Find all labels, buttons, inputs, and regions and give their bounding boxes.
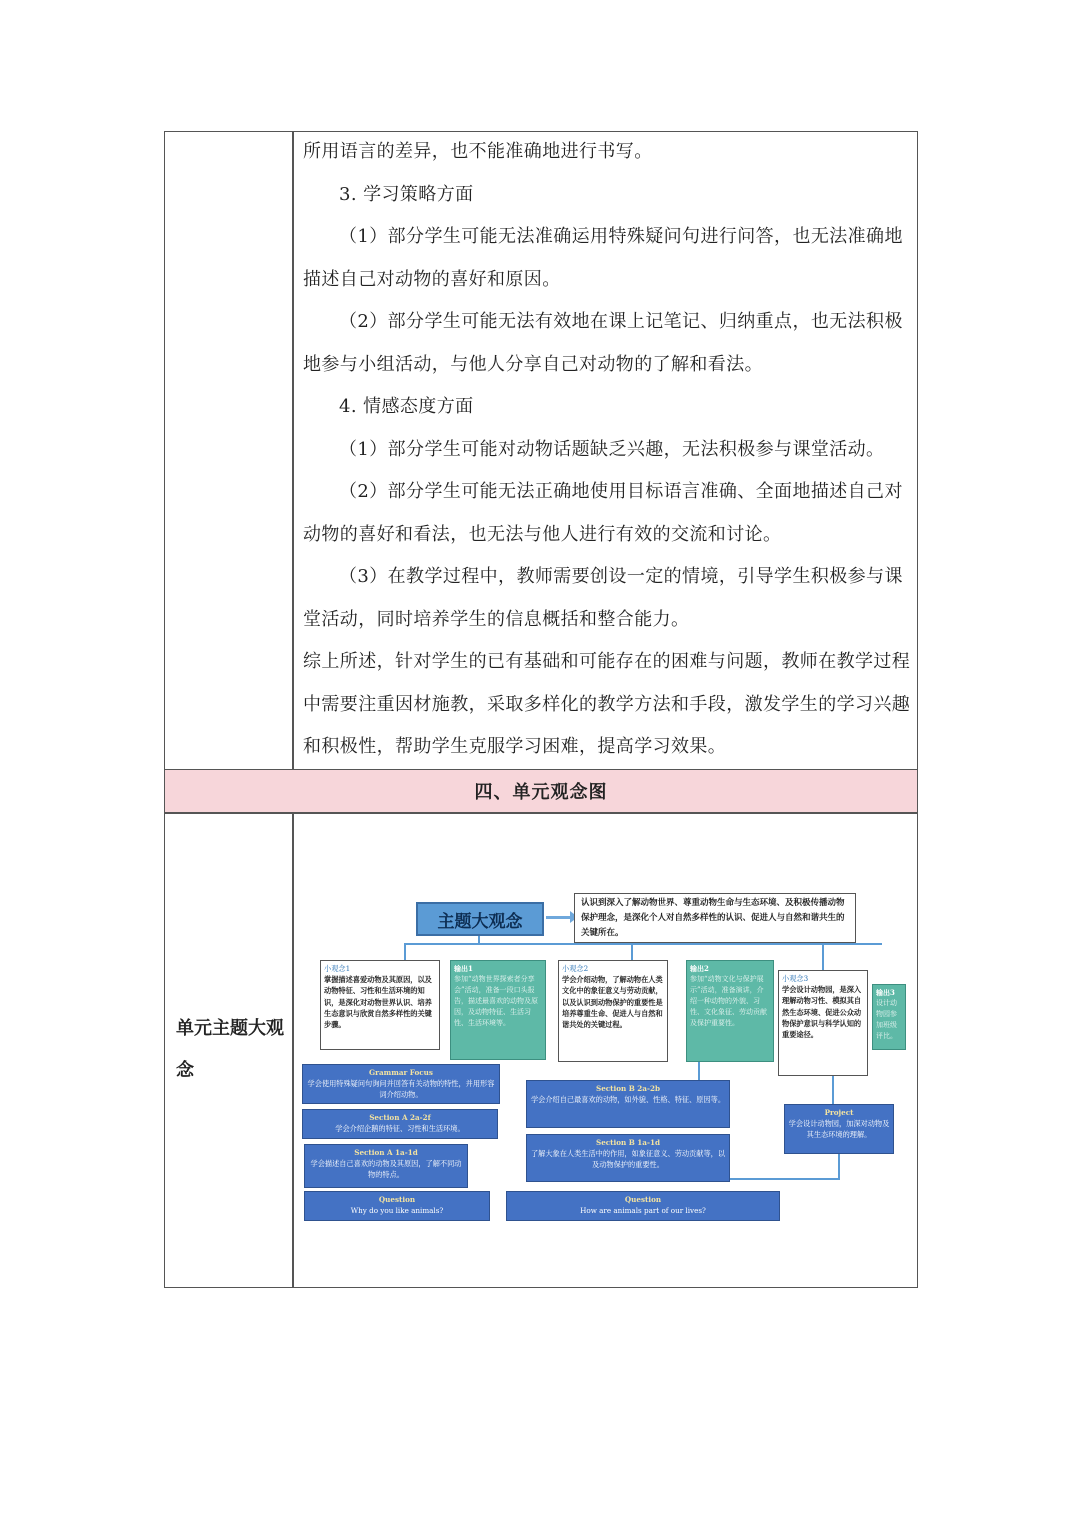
output-text: 设计动物园参加班级评比。 — [876, 999, 897, 1040]
section-a-1a1d-box — [304, 1144, 468, 1188]
concept-map — [300, 888, 900, 1228]
output-card-3 — [872, 984, 906, 1050]
question-box-2 — [506, 1191, 780, 1221]
paragraph: （2）部分学生可能无法正确地使用目标语言准确、全面地描述自己对动物的喜好和看法，也无法与他人进行有效的交流和讨论。 — [303, 481, 903, 545]
connector — [832, 1076, 834, 1104]
output-card-2 — [686, 960, 774, 1062]
arrow-icon — [546, 916, 572, 919]
column-divider — [292, 131, 294, 770]
section-a-2a2f-box — [302, 1109, 498, 1139]
box-title: Section B 1a-1d — [596, 1138, 660, 1147]
box-text: Why do you like animals? — [350, 1206, 444, 1215]
row-divider-bottom — [164, 812, 918, 814]
grammar-focus-box — [302, 1064, 500, 1104]
output-card-1 — [450, 960, 546, 1060]
unit-theme-label: 单元主题大观念 — [176, 1018, 284, 1081]
box-title: Section A 2a-2f — [369, 1113, 431, 1122]
concept-title: 小观念2 — [562, 964, 589, 973]
concept-text: 掌握描述喜爱动物及其原因，以及动物特征、习性和生活环境的知识，是深化对动物世界认识、培养生态意识与欣赏自然多样性的关键步骤。 — [324, 975, 432, 1030]
section-header — [165, 770, 917, 812]
connector — [404, 943, 882, 945]
analysis-text-cell — [303, 131, 911, 769]
section-header-text: 四、单元观念图 — [474, 782, 608, 803]
main-concept-title: 主题大观念 — [416, 902, 544, 936]
box-title: Question — [378, 1195, 416, 1204]
paragraph: 所用语言的差异，也不能准确地进行书写。 — [303, 141, 653, 162]
paragraph: （1）部分学生可能对动物话题缺乏兴趣，无法积极参与课堂活动。 — [339, 438, 885, 460]
box-text: 学会设计动物园，加深对动物及其生态环境的理解。 — [788, 1119, 890, 1139]
box-title: Question — [624, 1195, 662, 1204]
output-title: 输出1 — [454, 964, 473, 973]
box-text: 学会使用特殊疑问句询问并回答有关动物的特性，并用形容词介绍动物。 — [307, 1079, 495, 1099]
box-text: How are animals part of our lives? — [580, 1206, 706, 1215]
concept-card-3 — [778, 970, 868, 1076]
output-title: 输出3 — [876, 988, 895, 997]
main-concept-description: 认识到深入了解动物世界、尊重动物生命与生态环境、及积极传播动物保护理念，是深化个人对自然多样性的认识、促进人与自然和谐共生的关键所在。 — [574, 893, 856, 943]
box-text: 学会介绍自己最喜欢的动物，如外貌、性格、特征、原因等。 — [530, 1095, 726, 1104]
paragraph: （3）在教学过程中，教师需要创设一定的情境，引导学生积极参与课堂活动，同时培养学生的信息概括和整合能力。 — [303, 566, 903, 630]
column-divider-lower — [292, 812, 294, 1288]
concept-text: 学会介绍动物，了解动物在人类文化中的象征意义与劳动贡献，以及认识到动物保护的重要性是培养尊重生命、促进人与自然和谐共处的关键过程。 — [562, 975, 663, 1030]
output-text: 参加“动物文化与保护展示”活动，准备演讲，介绍一种动物的外貌、习性、文化象征、劳动贡献及保护重要性。 — [690, 975, 767, 1027]
box-title: Section B 2a-2b — [596, 1084, 660, 1093]
paragraph: （2）部分学生可能无法有效地在课上记笔记、归纳重点，也无法积极地参与小组活动，与他人分享自己对动物的了解和看法。 — [303, 311, 903, 375]
concept-text: 学会设计动物园，是深入理解动物习性、模拟其自然生态环境、促进公众动物保护意识与科学认知的重要途径。 — [782, 985, 862, 1040]
section-b-2a2b-box — [526, 1080, 730, 1128]
concept-title: 小观念1 — [324, 964, 351, 973]
concept-card-1 — [320, 960, 440, 1050]
concept-title: 小观念3 — [782, 974, 809, 983]
output-text: 参加“动物世界探索者分享会”活动，准备一段口头报告，描述最喜欢的动物及原因，及动物特征、生活习性、生活环境等。 — [454, 975, 538, 1027]
box-text: 了解大象在人类生活中的作用，如象征意义、劳动贡献等，以及动物保护的重要性。 — [530, 1149, 726, 1169]
connector — [404, 943, 406, 961]
paragraph: （1）部分学生可能无法准确运用特殊疑问句进行问答，也无法准确地描述自己对动物的喜好和原因。 — [303, 226, 903, 290]
concept-card-2 — [558, 960, 668, 1062]
question-box-1 — [304, 1191, 490, 1221]
output-title: 输出2 — [690, 964, 709, 973]
box-text: 学会介绍企鹅的特征、习性和生活环境。 — [335, 1124, 465, 1133]
box-title: Project — [824, 1108, 854, 1117]
box-title: Section A 1a-1d — [354, 1148, 418, 1157]
heading-learning-strategy: 3. 学习策略方面 — [339, 183, 474, 205]
paragraph-summary: 综上所述，针对学生的已有基础和可能存在的困难与问题，教师在教学过程中需要注重因材施教，采取多样化的教学方法和手段，激发学生的学习兴趣和积极性，帮助学生克服学习困难，提高学习效果。 — [303, 651, 911, 757]
connector — [822, 943, 824, 971]
heading-attitude: 4. 情感态度方面 — [339, 396, 474, 417]
box-title: Grammar Focus — [369, 1068, 433, 1077]
connector — [631, 943, 633, 961]
box-text: 学会描述自己喜欢的动物及其原因，了解不同动物的特点。 — [310, 1159, 462, 1179]
section-b-1a1d-box — [526, 1134, 730, 1182]
project-box — [784, 1104, 894, 1154]
